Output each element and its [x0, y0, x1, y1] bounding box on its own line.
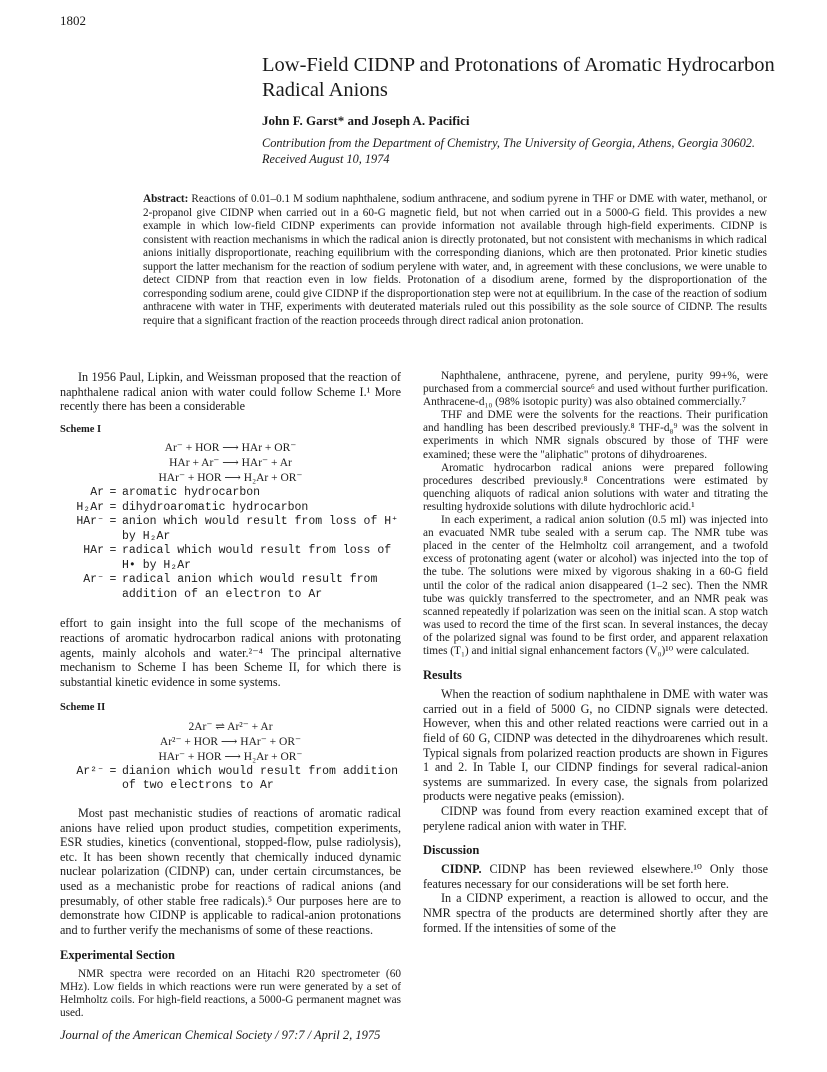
scheme-1-definition: Ar = aromatic hydrocarbon — [60, 486, 401, 501]
body-paragraph: Most past mechanistic studies of reactions of aromatic radical anions have relied upon product studies, competition experiments, ESR studies, kinetics (conventional, stopped-flow, pulse radiolysis), etc. It has been shown recently that chemically induced dynamic nuclear polarization (CIDNP) can, under certain circumstances, be used as a mechanistic probe for reactions of radical anions (and presumably, of other stable free radicals).⁵ Our purposes here are to demonstrate how CIDNP is applicable to radical-anion protonations and to further verify the mechanisms of some of these reactions. — [60, 805, 401, 937]
scheme-1-reaction: HAr⁻ + HOR ⟶ H₂Ar + OR⁻ — [158, 472, 303, 485]
definition-text: dianion which would result from addition of two electrons to Ar — [122, 764, 399, 793]
scheme-1-label: Scheme I — [60, 423, 102, 435]
paper-title: Low-Field CIDNP and Protonations of Aromatic Hydrocarbon Radical Anions — [262, 54, 775, 101]
body-paragraph — [423, 862, 768, 891]
paragraph-text: CIDNP has been reviewed elsewhere.¹⁰ Only those features necessary for our considerations will be set forth here. — [423, 862, 769, 891]
scheme-2-label: Scheme II — [60, 702, 106, 714]
body-paragraph: effort to gain insight into the full scope of the mechanisms of reactions of aromatic hydrocarbon radical anions with protonating agents, mainly alcohols and water.²⁻⁴ The principal alternative mechanism to Scheme I has been Scheme II, for which there is substantial kinetic evidence in some systems. — [60, 616, 401, 689]
authors: John F. Garst* and Joseph A. Pacifici — [262, 113, 470, 128]
definition-symbol: HAr⁻ — [76, 515, 104, 529]
definition-symbol: H₂Ar — [76, 500, 104, 514]
scheme-1-definition: H₂Ar = dihydroaromatic hydrocarbon — [60, 501, 401, 516]
scheme-2-reaction: HAr⁻ + HOR ⟶ H₂Ar + OR⁻ — [158, 750, 303, 763]
scheme-1-reaction: HAr + Ar⁻ ⟶ HAr⁻ + Ar — [169, 457, 292, 470]
body-paragraph: Naphthalene, anthracene, pyrene, and perylene, purity 99+%, were purchased from a commercial source⁶ and used without further purification. Anthracene-d₁₀ (98% isotopic purity) was also obtained commercially.⁷ — [423, 370, 768, 409]
section-heading-experimental: Experimental Section — [60, 948, 175, 963]
affiliation: Contribution from the Department of Chemistry, The University of Georgia, Athens, Georgia 30602. Received August 10, 1974 — [262, 136, 755, 166]
definition-symbol: Ar — [90, 486, 104, 500]
definition-symbol: Ar⁻ — [83, 573, 104, 587]
scheme-2-reaction: Ar²⁻ + HOR ⟶ HAr⁻ + OR⁻ — [159, 735, 302, 748]
journal-footer: Journal of the American Chemical Society / 97:7 / April 2, 1975 — [60, 1028, 381, 1042]
scheme-1-definition: Ar⁻ = radical anion which would result from addition of an electron to Ar — [60, 573, 401, 602]
body-paragraph: CIDNP was found from every reaction examined except that of perylene radical anion with water in THF. — [423, 803, 768, 833]
definition-symbol: HAr — [83, 544, 104, 558]
definition-text: dihydroaromatic hydrocarbon — [122, 500, 309, 514]
scheme-2-definition: Ar²⁻ = dianion which would result from addition of two electrons to Ar — [60, 765, 401, 794]
page-number: 1802 — [60, 13, 86, 28]
scheme-2-reaction: 2Ar⁻ ⇌ Ar²⁻ + Ar — [188, 720, 273, 733]
abstract — [143, 193, 767, 328]
section-heading-results: Results — [423, 668, 462, 683]
definition-text: aromatic hydrocarbon — [122, 486, 261, 500]
left-column — [60, 370, 401, 1020]
scheme-1-reaction: Ar⁻ + HOR ⟶ HAr + OR⁻ — [164, 442, 297, 455]
definition-symbol: Ar²⁻ — [76, 764, 104, 778]
abstract-label: Abstract: — [143, 193, 189, 205]
right-column — [423, 370, 768, 935]
definition-text: radical anion which would result from addition of an electron to Ar — [122, 573, 378, 601]
body-paragraph: When the reaction of sodium naphthalene in DME with water was carried out in a field of 5000 G, no CIDNP signals were detected. However, when this and other related reactions were carried out in a field of 60 G, CIDNP was detected in the dihydroarenes which result. Typical signals from polarized reaction products are shown in Figures 1 and 2. In Table I, our CIDNP findings for several radical-anion systems are summarized. In every case, the signals from polarized products were negative peaks (emission). — [423, 687, 768, 804]
run-in-heading: CIDNP. — [441, 862, 482, 877]
body-paragraph: In a CIDNP experiment, a reaction is allowed to occur, and the NMR spectra of the products are determined shortly after they are formed. If the intensities of some of the — [423, 891, 768, 935]
intro-paragraph: In 1956 Paul, Lipkin, and Weissman proposed that the reaction of naphthalene radical anion with water could follow Scheme I.¹ More recently there has been a considerable — [60, 370, 401, 414]
definition-text: anion which would result from loss of H⁺ by H₂Ar — [122, 515, 399, 543]
body-paragraph: Aromatic hydrocarbon radical anions were prepared following procedures described previously.⁸ Concentrations were estimated by quenching aliquots of radical anion solutions with water and titrating the resulting hydroxide solutions with dilute hydrochloric acid.¹ — [423, 461, 768, 513]
definition-text: radical which would result from loss of H• by H₂Ar — [122, 544, 392, 572]
section-heading-discussion: Discussion — [423, 843, 480, 858]
abstract-text: Reactions of 0.01–0.1 M sodium naphthalene, sodium anthracene, and sodium pyrene in THF or DME with water, methanol, or 2-propanol give CIDNP when carried out in a 60-G magnetic field, but not when carried out in a 5000-G field. This provides a new example in which low-field CIDNP experiments can provide information not available through high-field experiments. CIDNP is consistent with reaction mechanisms in which the radical anion is directly protonated, but not consistent with mechanisms in which radical anions initially disproportionate, reaching equilibrium with the corresponding dianions, which are then protonated. Prior kinetic studies support the latter mechanism for the reaction of sodium perylene with water, and, in agreement with these conclusions, we were unable to detect CIDNP from that reaction even in low fields. Protonation of a disodium arene, formed by the disproportionation of the corresponding sodium arene, could give CIDNP if the disproportionation step were not at equilibrium. In the case of the reaction of sodium anthracene with water in THF, experiments with deuterated materials ruled out this possibility as the sole source of CIDNP. The results require that a significant fraction of the reaction proceeds through direct radical anion protonation. — [143, 193, 768, 327]
scheme-1-definition: HAr = radical which would result from loss of H• by H₂Ar — [60, 544, 401, 573]
body-paragraph: NMR spectra were recorded on an Hitachi R20 spectrometer (60 MHz). Low fields in which reactions were run were generated by a set of Helmholtz coils. For high-field reactions, a 5000-G permanent magnet was used. — [60, 967, 401, 1020]
body-paragraph: In each experiment, a radical anion solution (0.5 ml) was injected into an evacuated NMR tube sealed with a serum cap. The NMR tube was placed in the center of the Helmholtz coil arrangement, and a twofold excess of protonating agent (water or alcohol) was injected into the top of the tube. The solutions were mixed by vigorous shaking in a 60-G field until the color of the radical anion disappeared (1–2 sec). Then the NMR tube was quickly transferred to the spectrometer, and an NMR peak was scanned repeatedly if polarization was seen on the initial scan. A stop watch was used to record the time of the first scan. In several instances, the decay of the polarized signal was found to be first order, and apparent relaxation times (T₁) and initial signal enhancement factors (V₀)¹⁰ were calculated. — [423, 514, 768, 657]
body-paragraph: THF and DME were the solvents for the reactions. Their purification and handling has been described previously.⁸ THF-d₈⁹ was the solvent in experiments in which NMR signals obscured by those of THF were examined; these were the "aliphatic" protons of dihydroarenes. — [423, 409, 768, 461]
scheme-1-definition: HAr⁻ = anion which would result from loss of H⁺ by H₂Ar — [60, 515, 401, 544]
